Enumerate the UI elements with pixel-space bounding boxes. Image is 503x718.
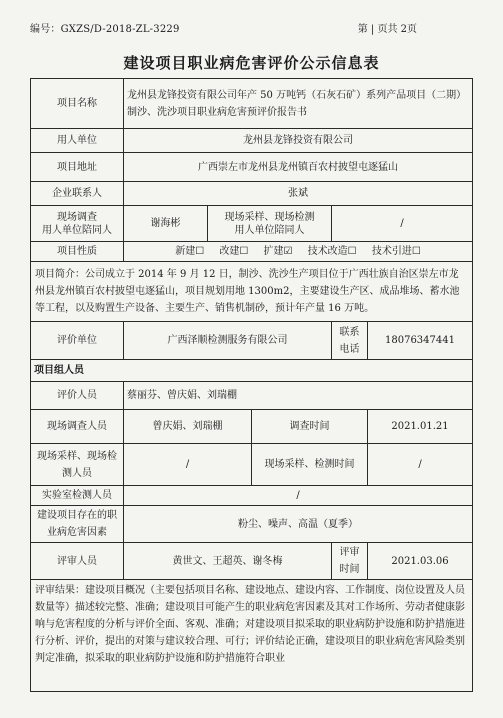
row-overview [31, 262, 473, 322]
sampling-companion-value: / [332, 206, 473, 242]
reviewers-label: 评审人员 [31, 543, 124, 580]
row-employer [31, 129, 473, 153]
survey-staff-value: 曾庆娟、刘瑞棚 [124, 410, 252, 444]
sampling-staff-value: / [124, 444, 252, 486]
survey-time-label: 调查时间 [252, 410, 368, 444]
document-number: 编号：GXZS/D-2018-ZL-3229 [30, 24, 180, 35]
survey-companion-value: 谢海彬 [124, 206, 208, 242]
address-label: 项目地址 [31, 153, 124, 182]
team-header: 项目组人员 [31, 360, 473, 382]
sampling-time-value: / [368, 444, 473, 486]
option-tech-import: 技术引进☐ [371, 246, 421, 257]
row-sampling-staff [31, 444, 473, 486]
review-time-value: 2021.03.06 [368, 543, 473, 580]
contact-label: 企业联系人 [31, 182, 124, 206]
eval-unit-label: 评价单位 [31, 322, 124, 360]
project-name-value: 龙州县龙锋投资有限公司年产 50 万吨钙（石灰石矿）系列产品项目（二期）制沙、洗沙项目职业病危害预评价报告书 [124, 79, 473, 129]
sampling-staff-label: 现场采样、现场检测人员 [31, 444, 124, 486]
employer-label: 用人单位 [31, 129, 124, 153]
option-new: 新建☐ [175, 246, 205, 257]
survey-staff-label: 现场调查人员 [31, 410, 124, 444]
row-lab-staff [31, 486, 473, 506]
info-table [30, 78, 473, 692]
employer-value: 龙州县龙锋投资有限公司 [124, 129, 473, 153]
row-survey-staff [31, 410, 473, 444]
sampling-time-label: 现场采样、检测时间 [252, 444, 368, 486]
eval-unit-value: 广西泽顺检测服务有限公司 [124, 322, 332, 360]
option-expand: 扩建☑ [263, 246, 293, 257]
evaluators-label: 评价人员 [31, 382, 124, 410]
option-tech-upgrade: 技术改造☐ [307, 246, 357, 257]
row-project-name [31, 79, 473, 129]
survey-time-value: 2021.01.21 [368, 410, 473, 444]
nature-options [124, 242, 473, 262]
row-nature [31, 242, 473, 262]
hazards-label: 建设项目存在的职业病危害因素 [31, 506, 124, 543]
hazards-value: 粉尘、噪声、高温（夏季） [124, 506, 473, 543]
row-team-header [31, 360, 473, 382]
project-overview: 项目简介：公司成立于 2014 年 9 月 12 日，制沙、洗沙生产项目位于广西壮族自治区崇左市龙州县龙州镇百农村披望屯逐猛山，项目规划用地 1300m2，主要建设生产区、成品堆场、蓄水池等工程，以及购置生产设备、主要生产、销售机制砂，预计年产量 16 万吨。 [31, 262, 473, 322]
project-name-label: 项目名称 [31, 79, 124, 129]
address-value: 广西崇左市龙州县龙州镇百农村披望屯逐猛山 [124, 153, 473, 182]
row-companions [31, 206, 473, 242]
review-conclusion: 评审结果：建设项目概况（主要包括项目名称、建设地点、建设内容、工作制度、岗位设置及人员数量等）描述较完整、准确；建设项目可能产生的职业病危害因素及其对工作场所、劳动者健康影响与危害程度的分析与评价全面、客观、准确；对建设项目拟采取的职业病防护设施和防护措施进行分析、评价，提出的对策与建议较合理、可行；评价结论正确，建设项目的职业病危害风险类别判定准确，拟采取的职业病防护设施和防护措施符合职业 [31, 580, 473, 692]
row-conclusion [31, 580, 473, 692]
nature-label: 项目性质 [31, 242, 124, 262]
review-time-label: 评审时间 [332, 543, 368, 580]
row-reviewers [31, 543, 473, 580]
sampling-companion-label: 现场采样、现场检测 用人单位陪同人 [208, 206, 332, 242]
survey-companion-label: 现场调查 用人单位陪同人 [31, 206, 124, 242]
row-evaluators [31, 382, 473, 410]
row-eval-unit [31, 322, 473, 360]
reviewers-value: 黄世文、王超英、谢冬梅 [124, 543, 332, 580]
row-contact [31, 182, 473, 206]
lab-staff-label: 实验室检测人员 [31, 486, 124, 506]
row-address [31, 153, 473, 182]
row-hazards [31, 506, 473, 543]
page-indicator: 第 | 页共 2页 [357, 24, 417, 35]
phone-label: 联系电话 [332, 322, 368, 360]
option-rebuild: 改建☐ [219, 246, 249, 257]
phone-value: 18076347441 [368, 322, 473, 360]
page-title: 建设项目职业病危害评价公示信息表 [123, 54, 380, 72]
contact-value: 张斌 [124, 182, 473, 206]
evaluators-value: 蔡丽芬、曾庆娟、刘瑞棚 [124, 382, 473, 410]
lab-staff-value: / [124, 486, 473, 506]
